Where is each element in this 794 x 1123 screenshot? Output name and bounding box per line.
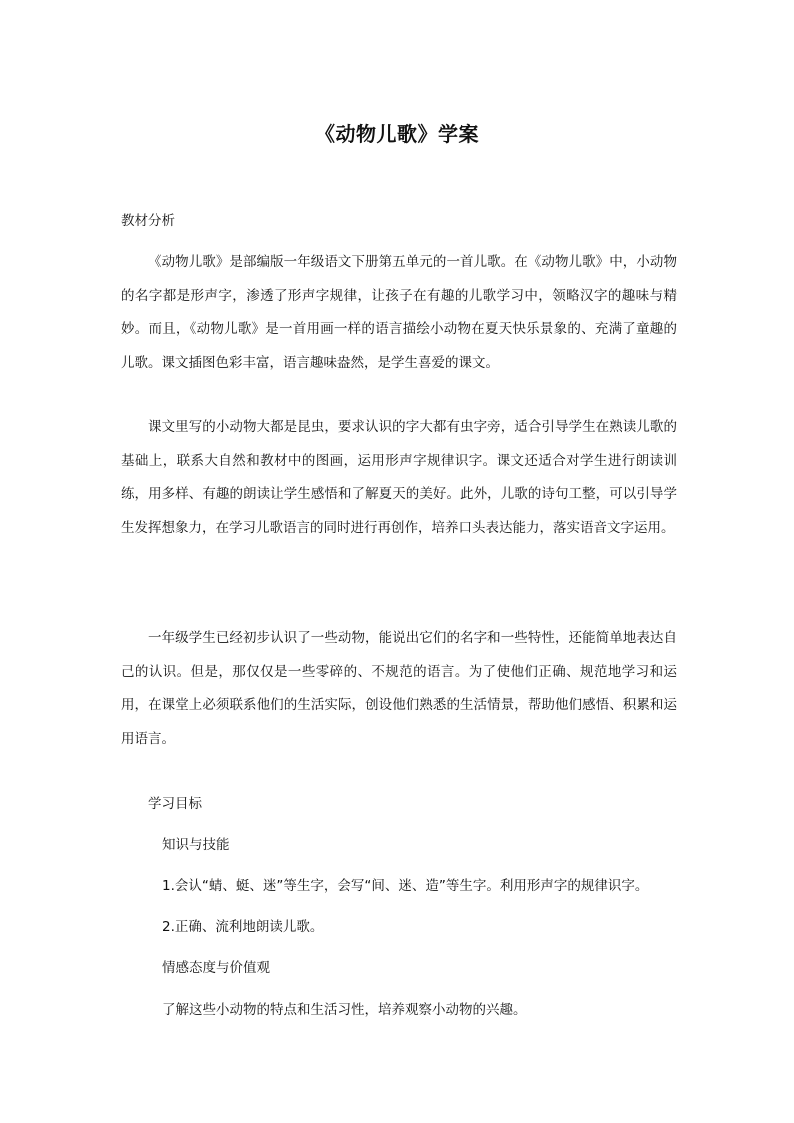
goal-item-2: 2.正确、流利地朗读儿歌。 (162, 919, 324, 935)
section-heading-analysis: 教材分析 (121, 213, 175, 229)
goal-item-1: 1.会认“蜻、蜓、迷”等生字，会写“间、迷、造”等生字。利用形声字的规律识字。 (162, 878, 649, 894)
subheading-knowledge-skills: 知识与技能 (162, 837, 230, 853)
paragraph-3: 一年级学生已经初步认识了一些动物，能说出它们的名字和一些特性，还能简单地表达自己的认识。但是，那仅仅是一些零碎的、不规范的语言。为了使他们正确、规范地学习和运用，在课堂上必须联系他们的生活实际，创设他们熟悉的生活情景，帮助他们感悟、积累和运用语言。 (121, 630, 677, 747)
section-heading-goals: 学习目标 (148, 796, 202, 812)
paragraph-1: 《动物儿歌》是部编版一年级语文下册第五单元的一首儿歌。在《动物儿歌》中，小动物的名字都是形声字，渗透了形声字规律，让孩子在有趣的儿歌学习中，领略汉字的趣味与精妙。而且，《动物儿歌》是一首用画一样的语言描绘小动物在夏天快乐景象的、充满了童趣的儿歌。课文插图色彩丰富，语言趣味盎然，是学生喜爱的课文。 (121, 254, 677, 371)
subheading-emotion-values: 情感态度与价值观 (162, 960, 270, 976)
paragraph-2: 课文里写的小动物大都是昆虫，要求认识的字大都有虫字旁，适合引导学生在熟读儿歌的基础上，联系大自然和教材中的图画，运用形声字规律识字。课文还适合对学生进行朗读训练，用多样、有趣的朗读让学生感悟和了解夏天的美好。此外，儿歌的诗句工整，可以引导学生发挥想象力，在学习儿歌语言的同时进行再创作，培养口头表达能力，落实语音文字运用。 (121, 419, 677, 536)
document-title: 《动物儿歌》学案 (315, 122, 479, 146)
emotion-goal-text: 了解这些小动物的特点和生活习性，培养观察小动物的兴趣。 (162, 1002, 527, 1018)
